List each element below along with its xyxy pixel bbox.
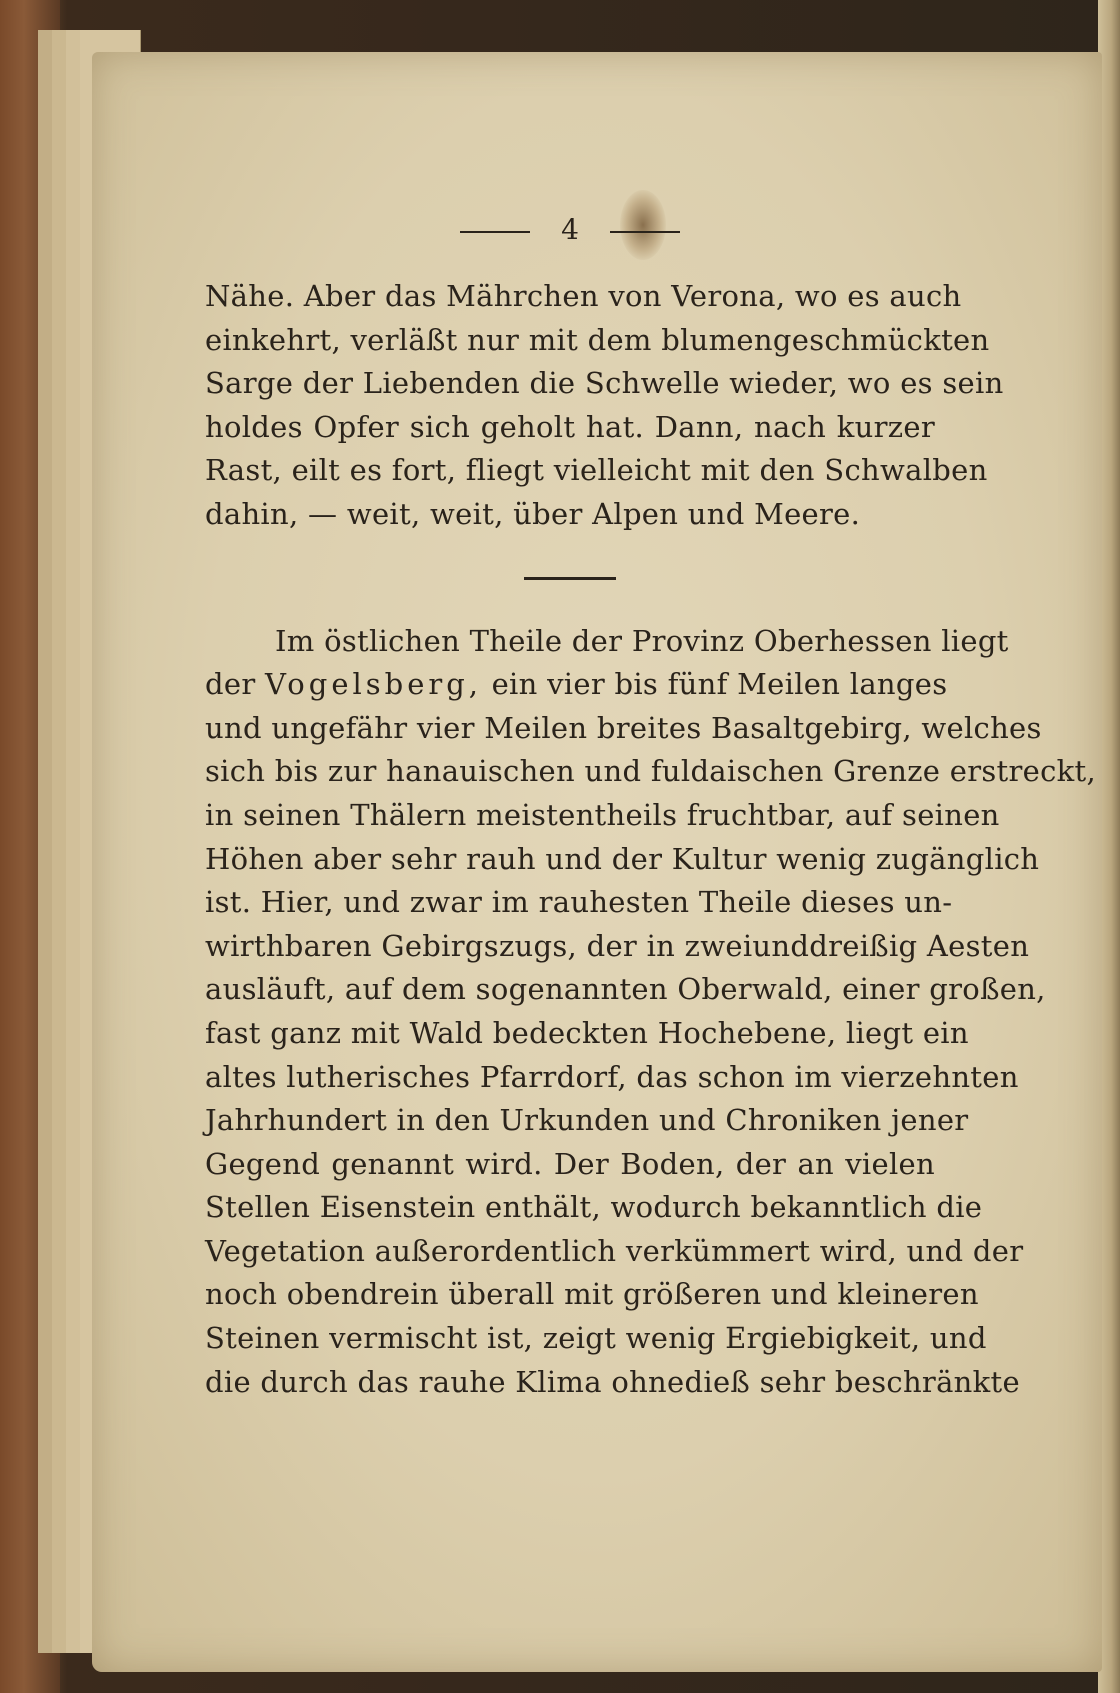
text-line: altes lutherisches Pfarrdorf, das schon im vierzehnten (205, 1059, 1019, 1094)
text-line: Gegend genannt wird. Der Boden, der an vielen (205, 1146, 935, 1181)
text-line: Im östlichen Theile der Provinz Oberhessen liegt (275, 623, 1009, 658)
text-line: Stellen Eisenstein enthält, wodurch bekanntlich die (205, 1190, 983, 1225)
text-line: Sarge der Liebenden die Schwelle wieder, wo es sein (205, 366, 1004, 401)
text-line: einkehrt, verläßt nur mit dem blumengeschmückten (205, 322, 990, 357)
text-line: noch obendrein überall mit größeren und kleineren (205, 1277, 979, 1312)
text-line: fast ganz mit Wald bedeckten Hochebene, liegt ein (205, 1015, 969, 1050)
text-line: ist. Hier, und zwar im rauhesten Theile dieses un- (205, 885, 953, 920)
paragraph-continued (205, 275, 1004, 537)
text-line: holdes Opfer sich geholt hat. Dann, nach kurzer (205, 409, 935, 444)
text-line: Höhen aber sehr rauh und der Kultur wenig zugänglich (205, 841, 1040, 876)
paragraph-new-section (205, 620, 1097, 1405)
text-line: die durch das rauhe Klima ohnedieß sehr beschränkte (205, 1364, 1020, 1399)
text-line: Nähe. Aber das Mährchen von Verona, wo es auch (205, 279, 962, 313)
header-rule-right (610, 231, 680, 233)
text-line (205, 663, 948, 707)
text-line: Jahrhundert in den Urkunden und Chroniken jener (205, 1103, 969, 1138)
text-line: ausläuft, auf dem sogenannten Oberwald, einer großen, (205, 972, 1046, 1007)
text-fragment: ein vier bis fünf Meilen langes (491, 667, 948, 702)
text-line: wirthbaren Gebirgszugs, der in zweiunddreißig Aesten (205, 928, 1030, 963)
text-line: in seinen Thälern meistentheils fruchtbar, auf seinen (205, 797, 1000, 832)
section-separator (524, 577, 616, 580)
text-fragment: der (205, 667, 256, 702)
emphasized-place-name: Vogelsberg, (265, 667, 483, 702)
text-line: und ungefähr vier Meilen breites Basaltgebirg, welches (205, 710, 1042, 745)
page-number: 4 (561, 213, 579, 246)
text-line: Vegetation außerordentlich verkümmert wird, und der (205, 1233, 1024, 1268)
text-line: Rast, eilt es fort, fliegt vielleicht mit den Schwalben (205, 453, 988, 488)
page-header (205, 205, 935, 255)
text-line: sich bis zur hanauischen und fuldaischen Grenze erstreckt, (205, 754, 1097, 789)
page-content (205, 205, 1097, 1404)
text-line: dahin, — weit, weit, über Alpen und Meere. (205, 496, 861, 531)
text-line: Steinen vermischt ist, zeigt wenig Ergiebigkeit, und (205, 1321, 987, 1356)
header-rule-left (460, 231, 530, 233)
